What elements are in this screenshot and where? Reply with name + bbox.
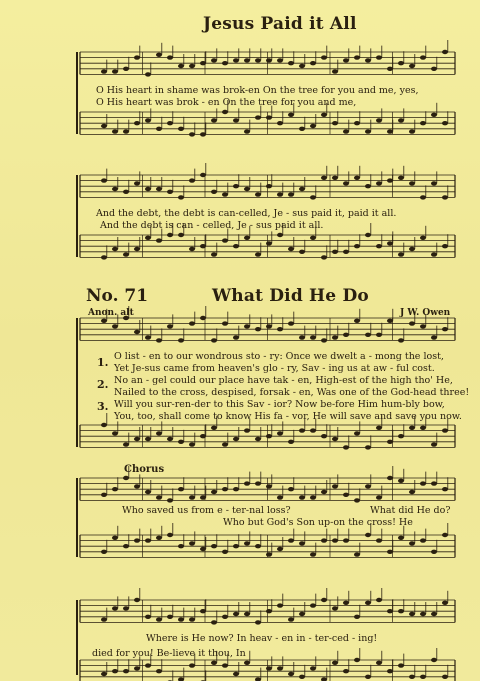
staff xyxy=(80,40,455,77)
verse-lyric: Will you sur-ren-der to this Sav - ior? Now be-fore Him hum-bly bow, xyxy=(114,399,445,410)
lyric-line: And the debt, the debt is can-celled, Je - sus paid it, paid it all. xyxy=(96,208,397,219)
staff xyxy=(80,163,455,200)
verse-number: 3. xyxy=(97,400,109,413)
lyric-line: O His heart in shame was brok-en On the tree for you and me, yes, xyxy=(96,85,419,96)
verse-lyric: Nailed to the cross, despised, forsak - en, Was one of the God-head three! xyxy=(114,387,470,398)
hymn-title-jesus-paid-it-all: Jesus Paid it All xyxy=(203,14,357,34)
staff xyxy=(80,306,455,343)
staff xyxy=(80,523,455,557)
hymn-number: No. 71 xyxy=(86,286,149,306)
staff xyxy=(80,588,455,625)
verse-lyric: Yet Je-sus came from heaven's glo - ry, Sav - ing us at aw - ful cost. xyxy=(114,363,435,374)
lyricist-credit: Anon. alt xyxy=(88,308,134,318)
chorus-lyric: Who saved us from e - ter-nal loss? xyxy=(122,505,291,516)
verse-number: 2. xyxy=(97,378,109,391)
chorus-lyric: What did He do? xyxy=(370,505,451,516)
verse-number: 1. xyxy=(97,356,109,369)
lyric-line: And the debt is can - celled, Je - sus paid it all. xyxy=(100,220,324,231)
chorus-lyric: Where is He now? In heav - en in - ter-ced - ing! xyxy=(146,633,378,644)
chorus-label: Chorus xyxy=(124,464,165,475)
verse-lyric: O list - en to our wondrous sto - ry: Once we dwelt a - mong the lost, xyxy=(114,351,444,362)
chorus-lyric: died for you! Be-lieve it thou, In xyxy=(92,648,246,659)
lyric-line: O His heart was brok - en On the tree for you and me, xyxy=(96,97,357,108)
verse-lyric: You, too, shall come to know His fa - vor, He will save and save you now. xyxy=(114,411,462,422)
chorus-lyric: Who but God's Son up-on the cross! He xyxy=(223,517,413,528)
composer-credit: J W. Owen xyxy=(400,308,451,318)
verse-lyric: No an - gel could our place have tak - en, High-est of the high tho' He, xyxy=(114,375,453,386)
hymn-title-what-did-he-do: What Did He Do xyxy=(212,286,369,306)
